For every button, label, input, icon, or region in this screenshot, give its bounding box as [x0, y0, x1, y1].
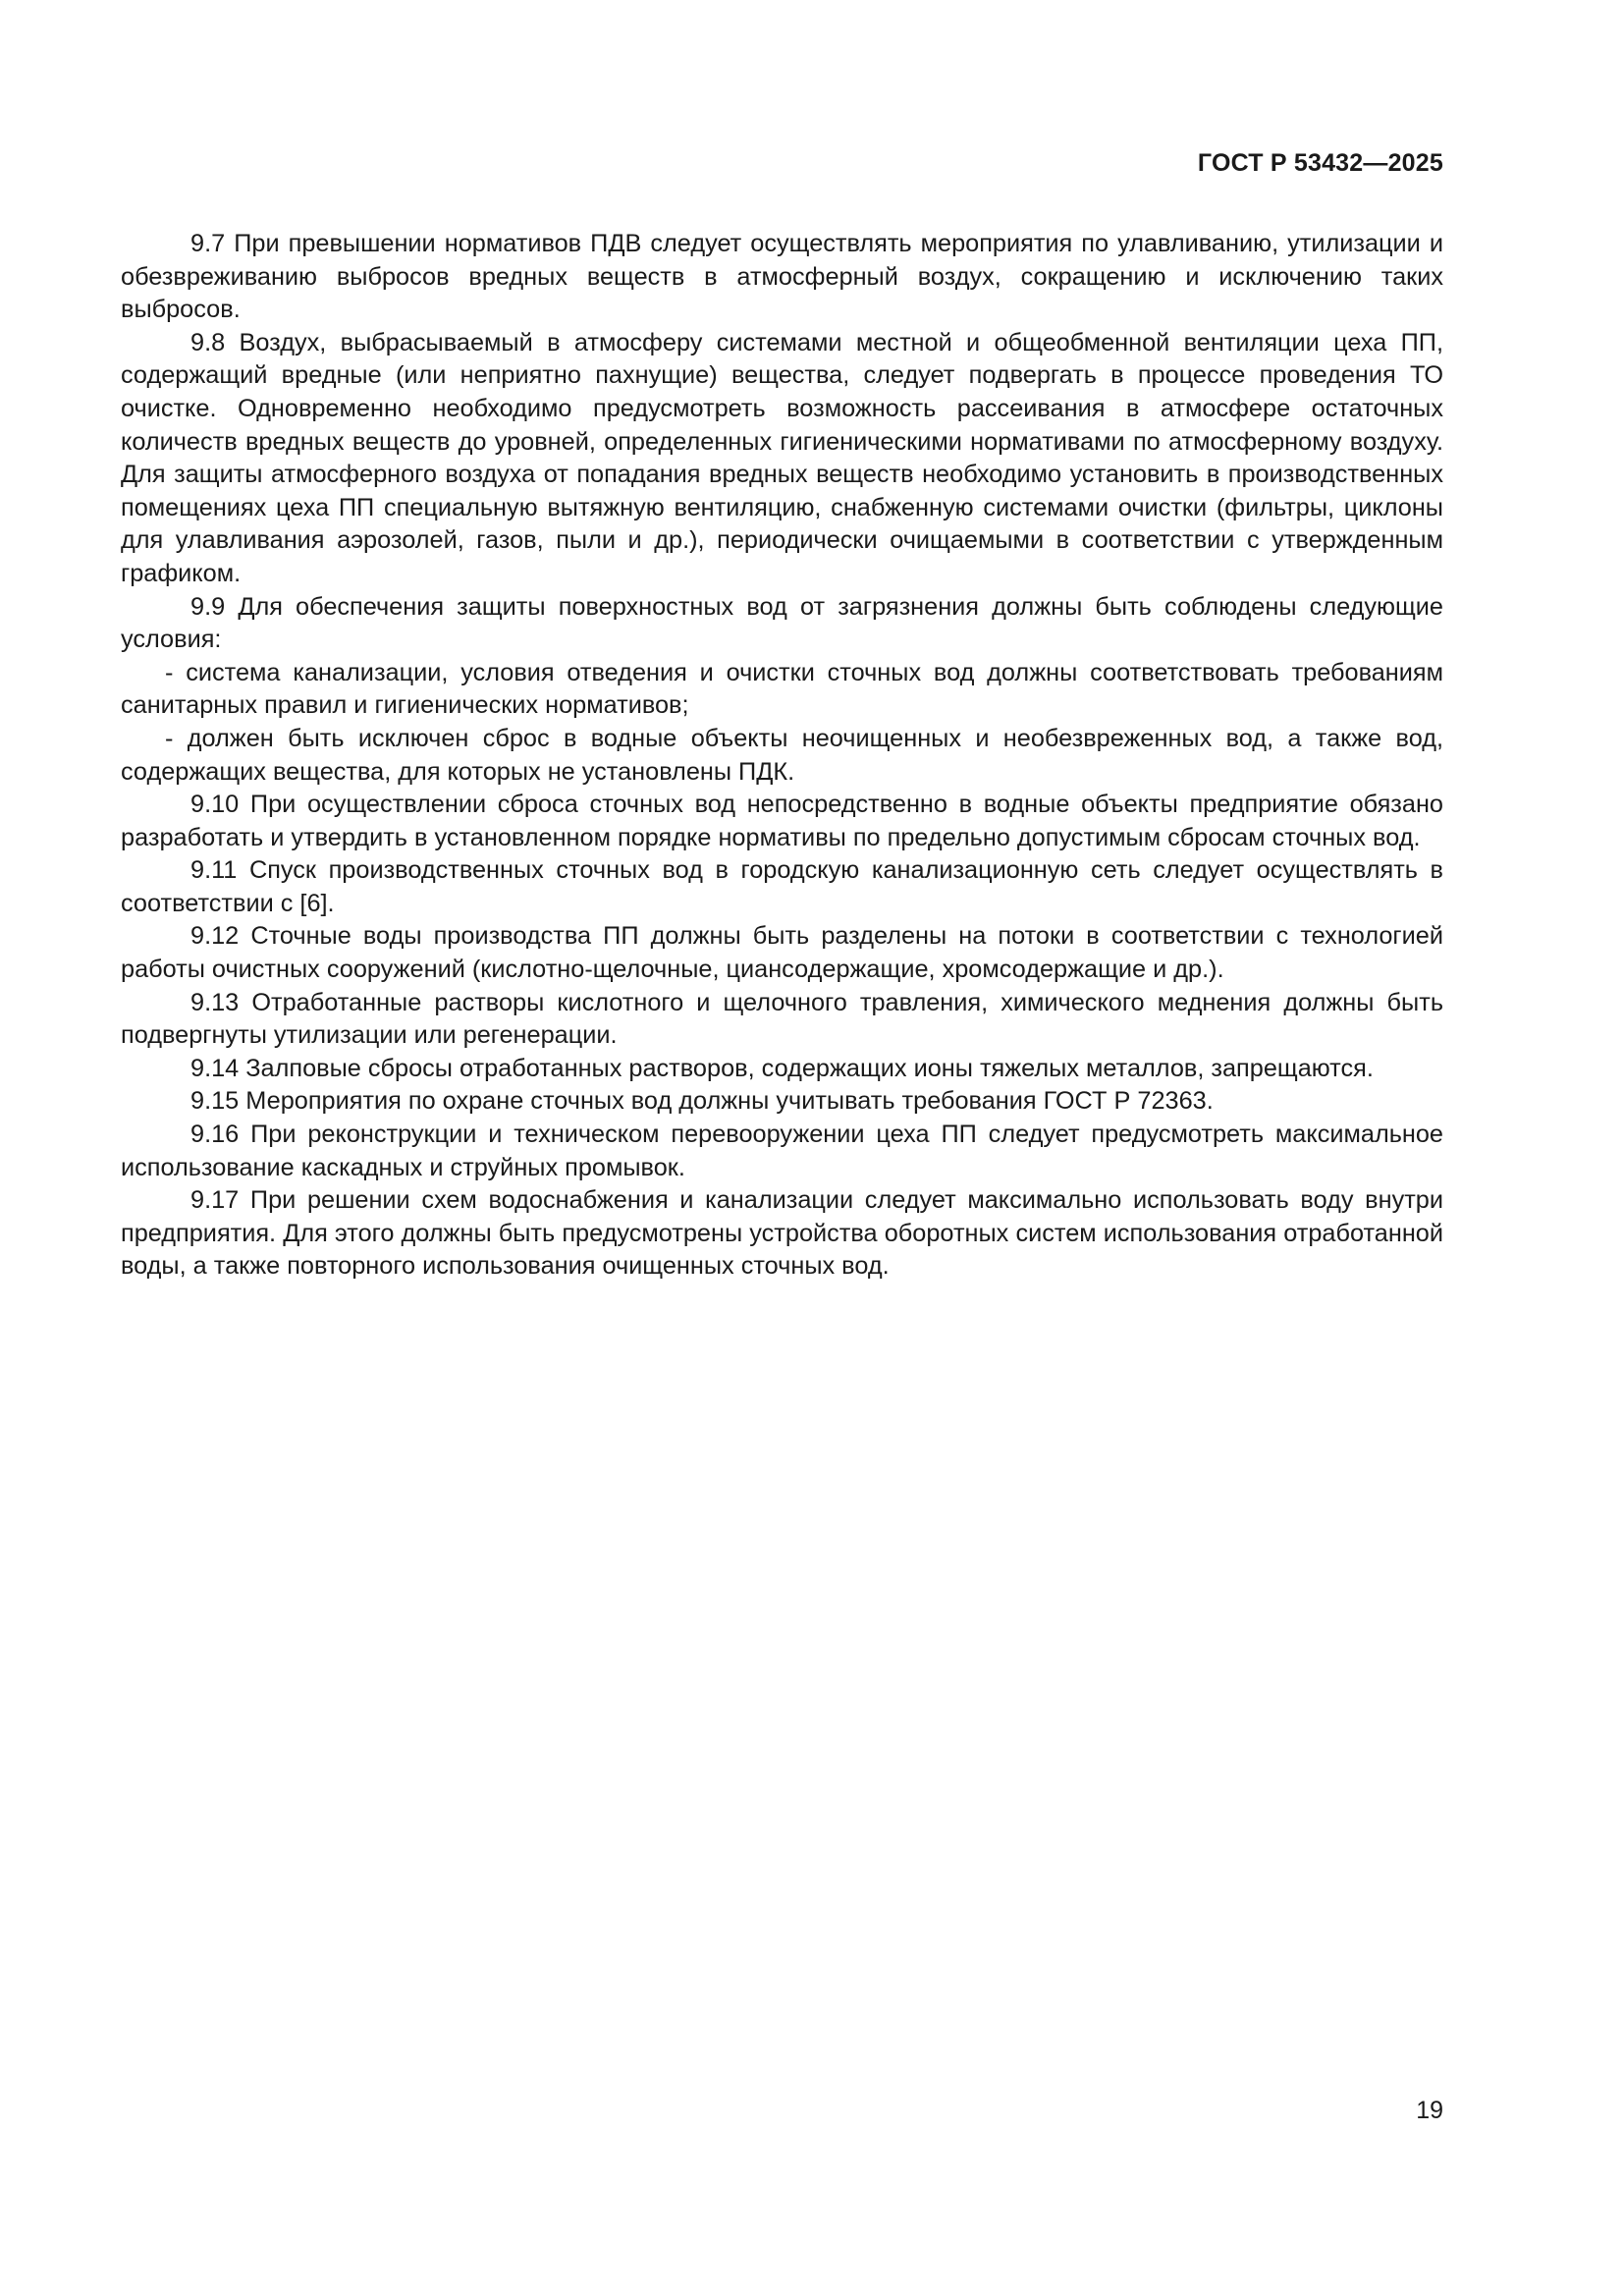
paragraph-9-17: 9.17 При решении схем водоснабжения и канализации следует максимально использовать воду внутри предприятия. Для этого должны быть предусмотрены устройства оборотных систем использования отработанной воды, а также повторного использования очищенных сточных вод.: [121, 1186, 1443, 1281]
paragraph-9-9: 9.9 Для обеспечения защиты поверхностных вод от загрязнения должны быть соблюдены следующие условия:: [121, 592, 1443, 654]
paragraph-9-13: 9.13 Отработанные растворы кислотного и щелочного травления, химического меднения должны быть подвергнуты утилизации или регенерации.: [121, 988, 1443, 1050]
page-number: 19: [1416, 2097, 1443, 2124]
document-body: [121, 228, 1443, 1284]
paragraph-9-11: 9.11 Спуск производственных сточных вод в городскую канализационную сеть следует осуществлять в соответствии с [6].: [121, 856, 1443, 917]
paragraph-9-15: 9.15 Мероприятия по охране сточных вод должны учитывать требования ГОСТ Р 72363.: [190, 1087, 1214, 1116]
document-code: ГОСТ Р 53432—2025: [1197, 149, 1443, 177]
paragraph-9-10: 9.10 При осуществлении сброса сточных вод непосредственно в водные объекты предприятие обязано разработать и утвердить в установленном порядке нормативы по предельно допустимым сбросам сточных вод.: [121, 791, 1443, 851]
paragraph-9-14: 9.14 Залповые сбросы отработанных растворов, содержащих ионы тяжелых металлов, запрещаются.: [190, 1054, 1374, 1082]
paragraph-9-8: 9.8 Воздух, выбрасываемый в атмосферу системами местной и общеобменной вентиляции цеха ПП, содержащий вредные (или неприятно пахнущие) вещества, следует подвергать в процессе проведения ТО очистке. Одновременно необходимо предусмотреть возможность рассеивания в атмосфере остаточных количеств вредных веществ до уровней, определенных гигиеническими нормативами по атмосферному воздуху. Для защиты атмосферного воздуха от попадания вредных веществ необходимо установить в производственных помещениях цеха ПП специальную вытяжную вентиляцию, снабженную системами очистки (фильтры, циклоны для улавливания аэрозолей, газов, пыли и др.), периодически очищаемыми в соответствии с утвержденным графиком.: [121, 328, 1443, 587]
list-item-sewerage: - система канализации, условия отведения и очистки сточных вод должны соответствовать требованиям санитарных правил и гигиенических нормативов;: [121, 658, 1443, 720]
paragraph-9-7: 9.7 При превышении нормативов ПДВ следует осуществлять мероприятия по улавливанию, утилизации и обезвреживанию выбросов вредных веществ в атмосферный воздух, сокращению и исключению таких выбросов.: [121, 230, 1443, 324]
list-item-discharge: - должен быть исключен сброс в водные объекты неочищенных и необезвреженных вод, а также вод, содержащих вещества, для которых не установлены ПДК.: [121, 724, 1443, 786]
paragraph-9-12: 9.12 Сточные воды производства ПП должны быть разделены на потоки в соответствии с технологией работы очистных сооружений (кислотно-щелочные, циансодержащие, хромсодержащие и др.).: [121, 922, 1443, 984]
paragraph-9-16: 9.16 При реконструкции и техническом перевооружении цеха ПП следует предусмотреть максимальное использование каскадных и струйных промывок.: [121, 1121, 1443, 1181]
